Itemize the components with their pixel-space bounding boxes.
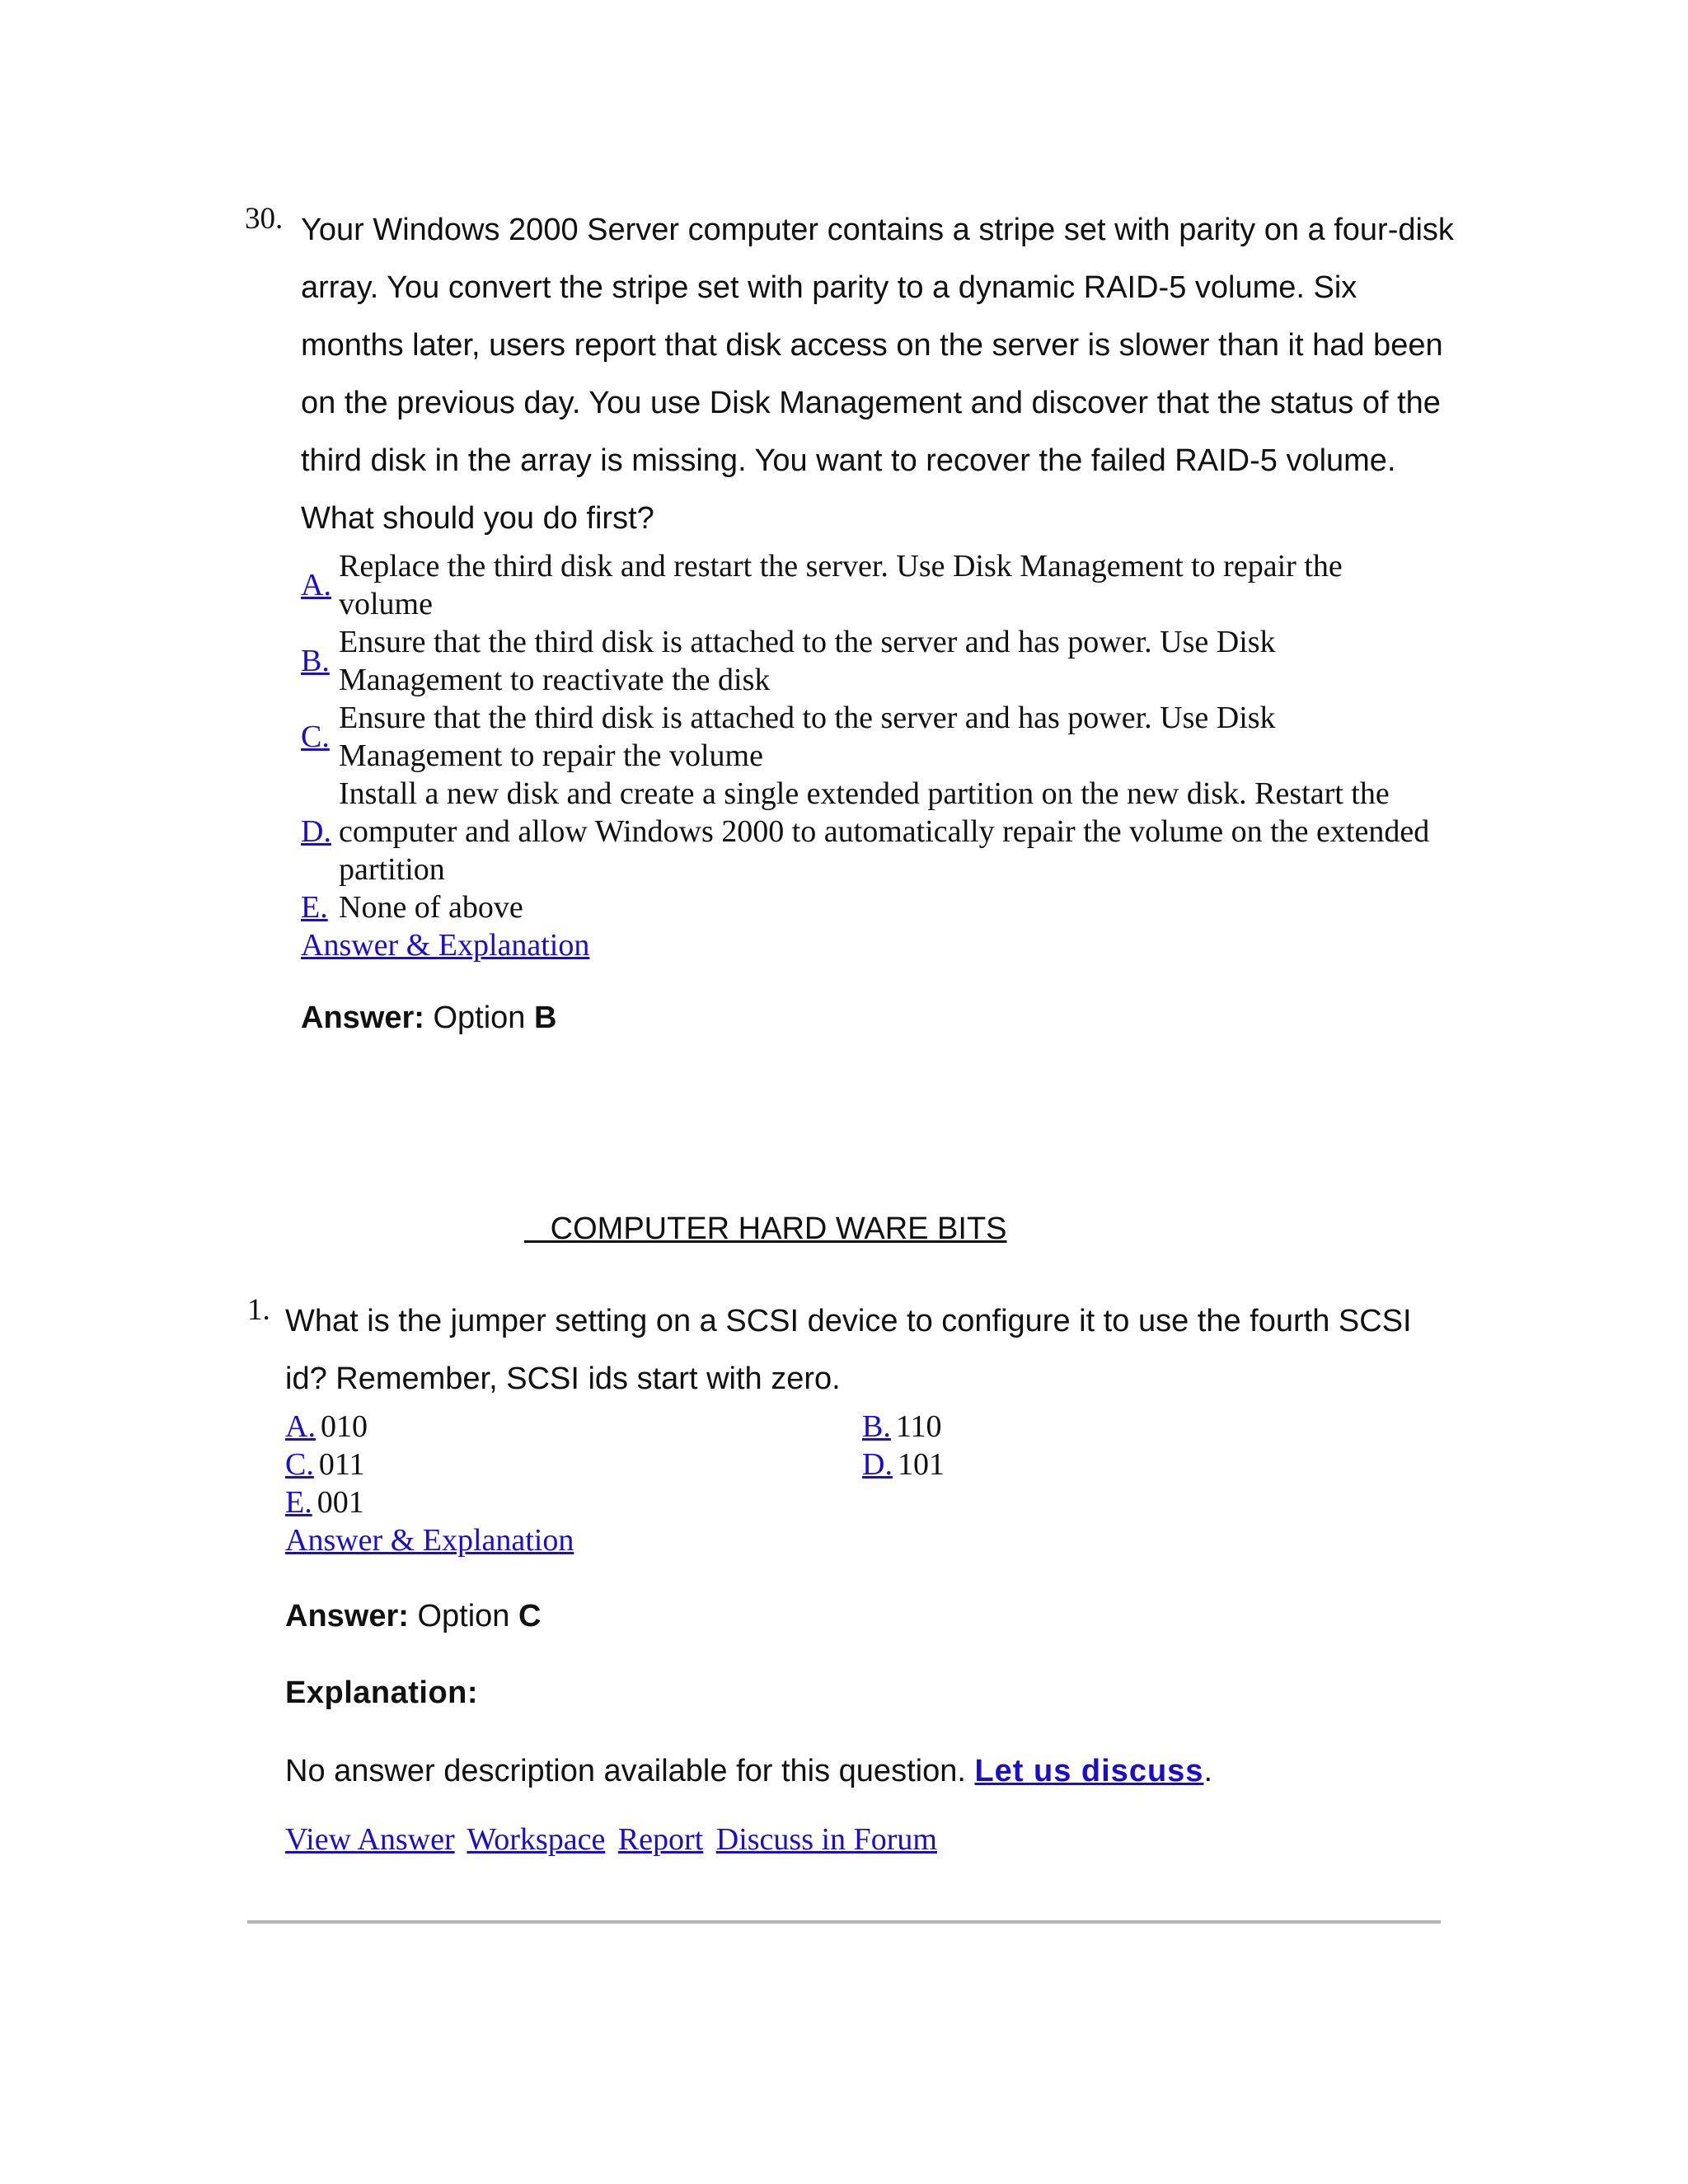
- question-30: [245, 201, 1454, 1036]
- report-link[interactable]: Report: [617, 1822, 704, 1857]
- option-a-text: Replace the third disk and restart the server. Use Disk Management to repair the volume: [339, 549, 1343, 621]
- section-heading: COMPUTER HARD WARE BITS: [524, 1212, 1007, 1246]
- option-b-text: Ensure that the third disk is attached to the server and has power. Use Disk Management to reactivate the disk: [339, 625, 1276, 697]
- question-number: 1.: [247, 1293, 270, 1327]
- option-b-link[interactable]: B.: [301, 644, 330, 678]
- option-d-link[interactable]: D.: [862, 1447, 893, 1482]
- discuss-link[interactable]: Let us discuss: [974, 1754, 1204, 1788]
- answer-line: [301, 1001, 1448, 1036]
- answer-label: Answer:: [285, 1599, 409, 1633]
- option-b-text: 110: [895, 1409, 942, 1444]
- option-grid: [285, 1408, 1451, 1521]
- option-c-link[interactable]: C.: [285, 1447, 314, 1482]
- explanation-text: No answer description available for this question.: [285, 1754, 966, 1788]
- option-b: [862, 1408, 1192, 1446]
- option-a-link[interactable]: A.: [285, 1409, 316, 1444]
- option-d: [301, 775, 1448, 888]
- explanation-body: [285, 1754, 1451, 1789]
- answer-explanation-link[interactable]: Answer & Explanation: [301, 928, 590, 963]
- answer-prefix: Option: [433, 1001, 526, 1035]
- option-d-text: Install a new disk and create a single extended partition on the new disk. Restart the computer and allow Windows 2000 to automatically repair the volume on the extended partition: [339, 776, 1430, 887]
- option-c-link[interactable]: C.: [301, 719, 330, 754]
- question-1: [247, 1292, 1451, 1858]
- option-e-text: None of above: [339, 890, 523, 925]
- option-a: [285, 1408, 862, 1446]
- answer-value: B: [534, 1001, 557, 1035]
- option-d-text: 101: [897, 1447, 945, 1482]
- question-number: 30.: [245, 202, 284, 236]
- discuss-forum-link[interactable]: Discuss in Forum: [715, 1822, 937, 1857]
- option-d: [862, 1446, 1192, 1483]
- option-e: [301, 888, 1448, 926]
- workspace-link[interactable]: Workspace: [467, 1822, 606, 1857]
- option-a-text: 010: [320, 1409, 368, 1444]
- answer-line: [285, 1599, 1451, 1634]
- option-a-link[interactable]: A.: [301, 568, 331, 602]
- question-text: Your Windows 2000 Server computer contains a stripe set with parity on a four-disk array. You convert the stripe set with parity to a dynamic RAID-5 volume. Six months later, users report that disk access on the server is slower than it had been on the previous day. You use Disk Management and discover that the status of the third disk in the array is missing. You want to recover the failed RAID-5 volume. What should you do first?: [301, 213, 1454, 536]
- option-list: [301, 547, 1448, 1036]
- option-b: [301, 623, 1448, 699]
- option-e-text: 001: [316, 1485, 364, 1520]
- option-e: [285, 1483, 862, 1521]
- option-d-link[interactable]: D.: [301, 814, 331, 849]
- option-a: [301, 547, 1448, 623]
- answer-explanation-link[interactable]: Answer & Explanation: [285, 1523, 574, 1558]
- option-b-link[interactable]: B.: [862, 1409, 891, 1444]
- answer-prefix: Option: [417, 1599, 510, 1633]
- footer-divider: [247, 1920, 1441, 1924]
- footer-links: [285, 1821, 1451, 1858]
- explanation-title: Explanation:: [285, 1675, 479, 1710]
- view-answer-link[interactable]: View Answer: [285, 1822, 455, 1857]
- option-e-link[interactable]: E.: [285, 1485, 312, 1520]
- answer-value: C: [518, 1599, 542, 1633]
- option-c-text: Ensure that the third disk is attached to the server and has power. Use Disk Management to repair the volume: [339, 701, 1276, 773]
- explanation-end: .: [1203, 1754, 1212, 1788]
- option-c: [301, 699, 1448, 775]
- option-c: [285, 1446, 862, 1483]
- option-c-text: 011: [318, 1447, 365, 1482]
- question-text: What is the jumper setting on a SCSI device to configure it to use the fourth SCSI id? Remember, SCSI ids start with zero.: [285, 1304, 1412, 1396]
- option-e-link[interactable]: E.: [301, 890, 328, 925]
- answer-label: Answer:: [301, 1001, 424, 1035]
